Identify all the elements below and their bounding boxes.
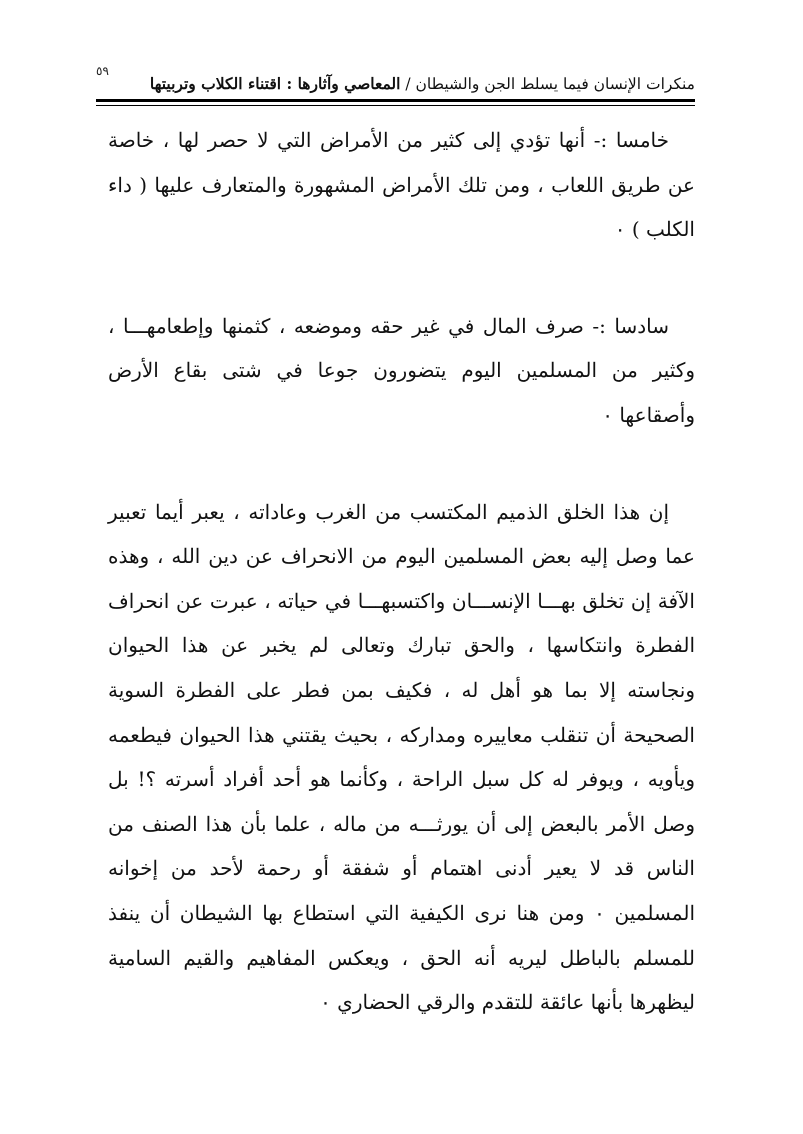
page-number: ٥٩: [96, 64, 109, 78]
paragraph-conclusion: إن هذا الخلق الذميم المكتسب من الغرب وعاداته ، يعبر أيما تعبير عما وصل إليه بعض المسلمين اليوم من الانحراف عن دين الله ، وهذه الآفة إن تخلق بهـــا الإنســـان واكتسبهـــا في حياته ، عبرت عن انحراف الفطرة وانتكاسها ، والحق تبارك وتعالى لم يخبر عن هذا الحيوان ونجاسته إلا بما هو أهل له ، فكيف بمن فطر على الفطرة السوية الصحيحة أن تنقلب معاييره ومداركه ، بحيث يقتني هذا الحيوان فيطعمه ويأويه ، ويوفر له كل سبل الراحة ، وكأنما هو أحد أفراد أسرته ؟! بل وصل الأمر بالبعض إلى أن يورثـــه من ماله ، علما بأن هذا الصنف من الناس قد لا يعير أدنى اهتمام أو شفقة أو رحمة لأحد من إخوانه المسلمين ٠ ومن هنا نرى الكيفية التي استطاع بها الشيطان أن ينفذ للمسلم بالباطل ليريه أنه الحق ، ويعكس المفاهيم والقيم السامية ليظهرها بأنها عائقة للتقدم والرقي الحضاري ٠: [108, 499, 696, 1015]
book-title: منكرات الإنسان فيما يسلط الجن والشيطان /: [405, 75, 695, 93]
body-text: [108, 118, 695, 1025]
paragraph-sixth-point: سادسا :- صرف المال في غير حقه وموضعه ، كثمنها وإطعامهـــا ، وكثير من المسلمين اليوم يتضورون جوعا في شتى بقاع الأرض وأصقاعها ٠: [108, 313, 695, 427]
running-header: [115, 74, 695, 93]
paragraph-fifth-point: خامسا :- أنها تؤدي إلى كثير من الأمراض التي لا حصر لها ، خاصة عن طريق اللعاب ، ومن تلك الأمراض المشهورة والمتعارف عليها ( داء الكلب ) ٠: [108, 128, 695, 242]
header-rule-thick: [96, 99, 695, 102]
header-rule-thin: [96, 105, 695, 106]
chapter-title: المعاصي وآثارها : اقتناء الكلاب وتربيتها: [149, 74, 401, 93]
